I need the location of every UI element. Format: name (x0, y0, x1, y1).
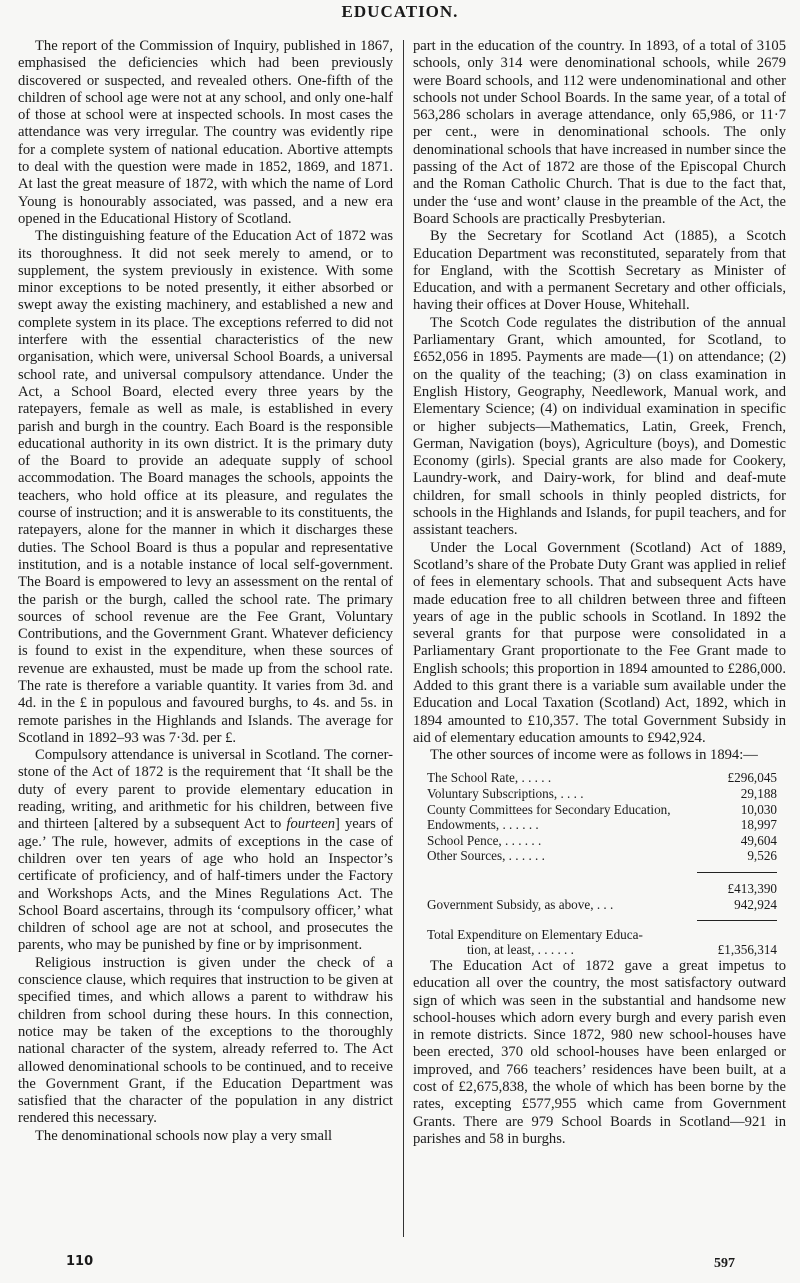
total-amount: £1,356,314 (717, 942, 777, 958)
row-label: School Pence, . . . . . . (427, 832, 542, 848)
row-amount: 18,997 (740, 817, 777, 833)
row-amount: £296,045 (727, 770, 777, 786)
paragraph (18, 747, 393, 955)
paragraph: part in the education of the country. In 1893, of a total of 3105 schools, only 314 were denominational schools, while 2679 were Board schools, and 112 were undenominational and other schools not under School Boards. In the same year, of a total of 563,286 scholars in average attendance, only 65,986, or 11·7 per cent., were in denominational schools. The only denominational schools that have increased in number since the passing of the Act of 1872 are those of the Episcopal Church and the Roman Catholic Church. That is due to the fact that, under the ‘use and wont’ clause in the preamble of the Act, the Board Schools are practically Presbyterian. (413, 38, 786, 227)
paragraph: The Education Act of 1872 gave a great impetus to education all over the country, the most satisfactory outward sign of which was seen in the substantial and handsome new school-houses which adorn every burgh and every parish even in remote districts. Since 1872, 980 new school-houses have been erected, 370 old school-houses have been enlarged or improved, and 766 teachers’ residences have been built, at a cost of £2,675,838, the whole of which has been borne by the rates, excepting £577,955 which came from Government Grants. There are 979 School Boards in Scotland—921 in parishes and 58 in burghs. (413, 957, 786, 1147)
row-label: Other Sources, . . . . . . (427, 848, 545, 864)
table-row (427, 848, 777, 864)
row-label: The School Rate, . . . . . (427, 770, 552, 786)
subtotal-amount: £413,390 (697, 873, 777, 897)
row-label: Government Subsidy, as above, . . . (427, 896, 614, 912)
paragraph: The denominational schools now play a very small (35, 1127, 333, 1144)
table-row (427, 770, 777, 786)
row-label: Voluntary Subscriptions, . . . . (427, 786, 584, 802)
paragraph: Religious instruction is given under the check of a conscience clause, which requires that instruction to be given at specified times, and which allows a parent to withdraw his children from school during these hours. In this connection, notice may be taken of the exceptions to the thoroughly national character of the system, already referred to. The Act allowed denominational schools to be continued, and to receive the Government Grant, if the Education Department was satisfied that the character of the population in any district rendered this necessary. (18, 954, 393, 1127)
row-label: Endowments, . . . . . . (427, 817, 539, 833)
row-amount: 9,526 (747, 848, 777, 864)
row-amount: 49,604 (740, 832, 777, 848)
table-row (427, 817, 777, 833)
row-amount: 29,188 (740, 786, 777, 802)
income-intro: The other sources of income were as follows in 1894:— (430, 747, 758, 764)
subtotal-row (427, 873, 777, 897)
row-amount: 10,030 (740, 801, 777, 817)
paragraph: The Scotch Code regulates the distribution of the annual Parliamentary Grant, which amounted, for Scotland, to £652,056 in 1895. Payments are made—(1) on attendance; (2) on the quality of the teaching; (3) on class examination in English History, Geography, Needlework, Manual work, and Elementary Science; (4) on individual examination in specific or higher subjects—Mathematics, Latin, Greek, French, German, Navigation (boys), Agriculture (boys), and Domestic Economy (girls). Special grants are also made for Cookery, Laundry-work, and Dairy-work, for blind and deaf-mute children, for small schools in thinly peopled districts, for schools in the Highlands and Islands, for pupil teachers, and for assistant teachers. (413, 314, 786, 539)
income-table (427, 770, 777, 957)
total-label: Total Expenditure on Elementary Educa- (427, 926, 643, 942)
table-row (427, 833, 777, 849)
paragraph: By the Secretary for Scotland Act (1885), a Scotch Education Department was reconstituted, separately from that for England, with the Scottish Secretary as Minister of Education, and with a permanent Secretary and other officials, having their offices at Dover House, Whitehall. (413, 228, 786, 314)
total-row (427, 921, 777, 958)
paragraph-text: Compulsory attendance is universal in Scotland. The corner-stone of the Act of 1872 is the requirement that ‘It shall be the duty of every parent to provide elementary education in reading, writing, and arithmetic for his children, between five and thirteen [altered by a subsequent Act to (18, 747, 393, 833)
page-number-right: 597 (714, 1256, 735, 1271)
row-label: County Committees for Secondary Education, (427, 801, 671, 817)
paragraph: The distinguishing feature of the Education Act of 1872 was its thoroughness. It did not seek merely to amend, or to supplement, the system previously in existence. With some minor exceptions to be noted presently, it either absorbed or swept away the existing machinery, and established a new and complete system in its place. The exceptions referred to did not interfere with the essential characteristics of the new organisation, which were, universal School Boards, a universal school rate, and universal compulsory attendance. Under the Act, a School Board, elected every three years by the ratepayers, female as well as male, is established in every parish and burgh in the country. Each Board is the responsible educational authority in its own district. It is the primary duty of the Board to provide an adequate supply of school accommodation. The Board manages the schools, appoints the teachers, who hold office at its pleasure, and regulates the course of instruction; and it is answerable to its constituents, the ratepayers, alone for the manner in which it discharges these duties. The School Board is thus a popular and representative institution, and is a notable instance of local self-government. The Board is empowered to levy an assessment on the rental of the parish or the burgh, called the school rate. The primary sources of school revenue are the Fee Grant, Voluntary Contributions, and the Government Grant. Whatever deficiency is found to exist in the expenditure, when these sources of revenue are exhausted, must be made up from the school rate. The rate is therefore a variable quantity. It varies from 3d. and 4d. in the £ in populous and favoured burghs, to 4s. and 5s. in remote parishes in the Highlands and Islands. The average for Scotland in 1892–93 was 7·3d. per £. (18, 228, 393, 746)
table-row (427, 786, 777, 802)
right-column (413, 38, 786, 1148)
left-column (18, 38, 393, 1145)
italic-text: fourteen (286, 816, 336, 833)
table-row (427, 897, 777, 913)
page-number-left: 110 (66, 1254, 94, 1269)
column-divider (403, 40, 404, 1237)
paragraph: Under the Local Government (Scotland) Act of 1889, Scotland’s share of the Probate Duty Grant was applied in relief of fees in elementary schools. That and subsequent Acts have made education free to all children between three and fifteen years of age in the public schools in Scotland. In 1892 the several grants for that purpose were consolidated in a Parliamentary Grant proportionate to the Fee Grant made to English schools; this proportion in 1894 amounted to £286,000. Added to this grant there is a variable sum available under the Education and Local Taxation (Scotland) Act, 1892, which in 1894 amounted to £10,357. The total Government Subsidy in aid of elementary education amounts to £942,924. (413, 539, 786, 746)
page-title: EDUCATION. (341, 2, 459, 21)
row-amount: 942,924 (734, 896, 777, 912)
table-row (427, 802, 777, 818)
paragraph: The report of the Commission of Inquiry, published in 1867, emphasised the deficiencies which had been previously discovered or suspected, and revealed others. One-fifth of the children of school age were not at any school, and only one-half of those at school were at inspected schools. In most cases the attendance was very irregular. The country was evidently ripe for a complete system of national education. Abortive attempts to deal with the question were made in 1852, 1869, and 1871. At last the great measure of 1872, with which the name of Lord Young is honourably associated, was passed, and a new era opened in the Educational History of Scotland. (18, 38, 393, 227)
paragraph-text: ] years of age.’ The rule, however, admits of exceptions in the case of children over ten years of age who hold an Inspector’s certificate of proficiency, and of half-timers under the Factory and Workshops Acts, and the Mines Regulations Act. The School Board ascertains, through its ‘compulsory officer,’ what children of school age are not at school, and prosecutes the parents, who may be punished by fine or by imprisonment. (18, 816, 393, 954)
total-label-cont: tion, at least, . . . . . . (467, 942, 574, 958)
